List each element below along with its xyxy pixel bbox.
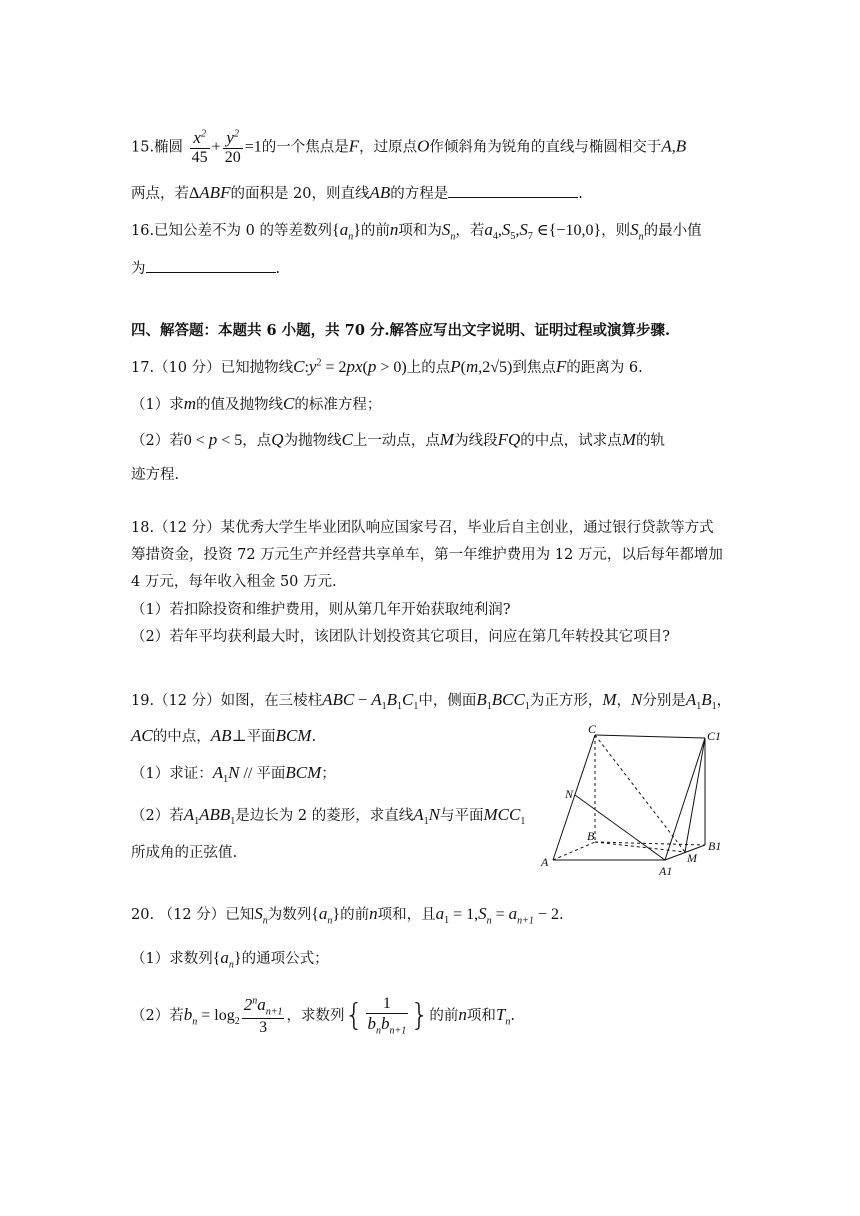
label-A: A xyxy=(541,855,549,869)
q18-line1: 18.（12 分）某优秀大学生毕业团队响应国家号召，毕业后自主创业，通过银行贷款等方式 xyxy=(131,520,714,536)
fraction-x2-45: $\frac{x^2}{45}$ xyxy=(191,128,208,166)
q15-prefix: 15.椭圆 xyxy=(131,139,184,156)
q17-part2: （2）若0 < p < 5，点Q为抛物线C上一动点，点M为线段FQ的中点，试求点M的轨 xyxy=(131,430,665,449)
q18-part1: （1）若扣除投资和维护费用，则从第几年开始获取纯利润? xyxy=(131,602,511,618)
q20-line1: 20. （12 分）已知$S_n$为数列$\{a_n\}$的前n项和，且$a_1 = 1,S_n = a_{n+1} - 2$. xyxy=(131,904,564,927)
q18-line2: 筹措资金，投资 72 万元生产并经营共享单车，第一年维护费用为 12 万元，以后每年都增加 xyxy=(131,547,723,563)
q20-part1: （1）求数列$\{a_n\}$的通项公式； xyxy=(131,948,329,971)
fraction-y2-20: $\frac{y^2}{20}$ xyxy=(224,128,241,166)
q15-line2: 两点，若ΔABF的面积是 20，则直线AB的方程是 . xyxy=(131,183,583,202)
q17-line1: 17.（10 分）已知抛物线$C:y^2 = 2px(p > 0)$上的点P(m,2√5)到焦点F的距离为 6. xyxy=(131,357,643,376)
answer-blank-16[interactable] xyxy=(146,258,276,273)
section-heading: 四、解答题：本题共 6 小题，共 70 分.解答应写出文字说明、证明过程或演算步骤. xyxy=(131,322,671,339)
q16-line2: 为 . xyxy=(131,258,280,278)
q16-line1: 16.已知公差不为 0 的等差数列$\{a_n\}$的前n项和为$S_n$，若$a_4,S_5,S_7$ ∈{−10,0}，则$S_n$的最小值 xyxy=(131,220,702,243)
q19-line2: AC的中点，AB⊥平面BCM. xyxy=(131,726,317,745)
label-C: C xyxy=(588,722,597,736)
q20-part2: （2）若$b_n = \log_2$ $\frac{2^na_{n+1}}{3}$ ，求数列{ $\frac{1}{b_nb_{n+1}}$ }的前n项和$T_n$. xyxy=(131,995,515,1037)
q15-line1: 15.椭圆 $\frac{x^2}{45}$ + $\frac{y^2}{20}$ =1的一个焦点是F，过原点O作倾斜角为锐角的直线与椭圆相交于A,B xyxy=(131,128,687,166)
q19-part1: （1）求证：$A_1N$ // 平面BCM； xyxy=(131,763,336,786)
label-C1: C1 xyxy=(707,729,722,743)
q19-line1: 19.（12 分）如图，在三棱柱ABC − $A_1B_1C_1$中，侧面$B_1BCC_1$为正方形，M，N分别是$A_1B_1$， xyxy=(131,690,732,713)
fraction-reciprocal: $\frac{1}{b_nb_{n+1}}$ xyxy=(367,995,407,1037)
q19-part2: （2）若$A_1ABB_1$是边长为 2 的菱形，求直线$A_1N$与平面$MCC_1$ xyxy=(131,805,526,828)
fraction-log-argument: $\frac{2^na_{n+1}}{3}$ xyxy=(243,995,283,1036)
answer-blank-15[interactable] xyxy=(448,183,578,198)
label-B: B xyxy=(587,829,595,843)
label-B1: B1 xyxy=(708,839,722,853)
label-A1: A1 xyxy=(659,864,673,878)
q17-part1: （1）求m的值及抛物线C的标准方程； xyxy=(131,394,382,413)
q18-part2: （2）若年平均获利最大时，该团队计划投资其它项目，问应在第几年转投其它项目? xyxy=(131,629,670,645)
triangular-prism-figure xyxy=(535,720,735,885)
label-N: N xyxy=(565,787,574,801)
q19-part2-cont: 所成角的正弦值. xyxy=(131,845,238,861)
q17-part2-cont: 迹方程. xyxy=(131,467,180,483)
q18-line3: 4 万元，每年收入租金 50 万元. xyxy=(131,574,337,590)
label-M: M xyxy=(687,851,697,865)
